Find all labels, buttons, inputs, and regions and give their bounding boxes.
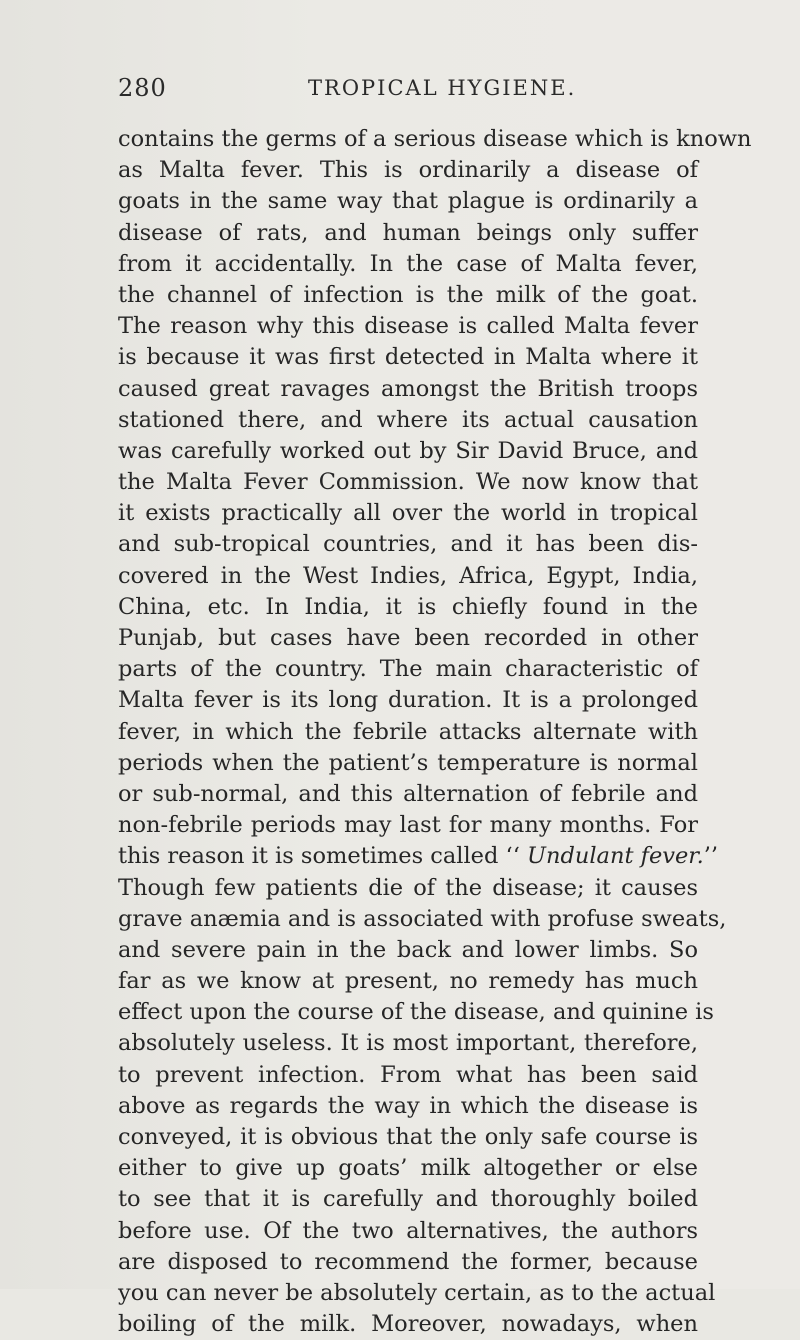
text-line: is because it was first detected in Malta where it xyxy=(118,344,698,371)
text-line: it exists practically all over the world in tropical xyxy=(118,500,698,527)
text-line: grave anæmia and is associated with profuse sweats, xyxy=(118,905,727,932)
italic-term: Undulant fever. xyxy=(527,843,704,870)
running-head: TROPICAL HYGIENE. xyxy=(308,76,577,100)
text-line: above as regards the way in which the disease is xyxy=(118,1092,698,1119)
text-line: either to give up goats’ milk altogether or else xyxy=(118,1155,698,1182)
page-header xyxy=(118,74,698,114)
text-line: to prevent infection. From what has been said xyxy=(118,1061,698,1088)
text-line: absolutely useless. It is most important, therefore, xyxy=(118,1030,698,1057)
text-line: fever, in which the febrile attacks alternate with xyxy=(118,718,698,745)
text-line: the channel of infection is the milk of the goat. xyxy=(118,281,698,308)
text-line: disease of rats, and human beings only suffer xyxy=(118,219,698,246)
text-line: was carefully worked out by Sir David Bruce, and xyxy=(118,437,698,464)
text-line: Malta fever is its long duration. It is a prolonged xyxy=(118,687,698,714)
text-line: or sub-normal, and this alternation of febrile and xyxy=(118,780,698,807)
text-line: China, etc. In India, it is chiefly found in the xyxy=(118,593,698,620)
text-line: and severe pain in the back and lower limbs. So xyxy=(118,936,698,963)
text-line: before use. Of the two alternatives, the authors xyxy=(118,1217,698,1244)
text-line: periods when the patient’s temperature is normal xyxy=(118,749,698,776)
text-line: to see that it is carefully and thoroughly boiled xyxy=(118,1186,698,1213)
text-line: Though few patients die of the disease; it causes xyxy=(118,874,698,901)
text-line: are disposed to recommend the former, because xyxy=(118,1248,698,1275)
text-line: you can never be absolutely certain, as to the actual xyxy=(118,1279,716,1306)
text-line: far as we know at present, no remedy has much xyxy=(118,968,698,995)
text-segment: this reason it is sometimes called ‘‘ xyxy=(118,843,527,870)
text-line: stationed there, and where its actual causation xyxy=(118,406,698,433)
text-line: contains the germs of a serious disease which is known xyxy=(118,126,752,152)
text-line: the Malta Fever Commission. We now know that xyxy=(118,469,698,496)
page-number: 280 xyxy=(118,74,167,102)
text-segment: ’’ xyxy=(703,843,719,870)
text-line: The reason why this disease is called Malta fever xyxy=(118,313,698,340)
text-line: from it accidentally. In the case of Malta fever, xyxy=(118,250,698,277)
body-text xyxy=(118,124,752,1340)
text-line: as Malta fever. This is ordinarily a disease of xyxy=(118,157,698,184)
text-line: boiling of the milk. Moreover, nowadays, when xyxy=(118,1311,698,1338)
text-line: covered in the West Indies, Africa, Egypt, India, xyxy=(118,562,698,589)
text-line: effect upon the course of the disease, and quinine is xyxy=(118,999,714,1026)
text-line: parts of the country. The main characteristic of xyxy=(118,656,698,683)
text-line: non-febrile periods may last for many months. For xyxy=(118,812,698,839)
text-line: Punjab, but cases have been recorded in other xyxy=(118,625,698,651)
text-line: caused great ravages amongst the British troops xyxy=(118,375,698,402)
text-line: goats in the same way that plague is ordinarily a xyxy=(118,188,698,215)
text-line: conveyed, it is obvious that the only safe course is xyxy=(118,1124,698,1150)
text-line: and sub-tropical countries, and it has been dis- xyxy=(118,531,698,558)
text-line-undulant-fever xyxy=(118,841,719,872)
